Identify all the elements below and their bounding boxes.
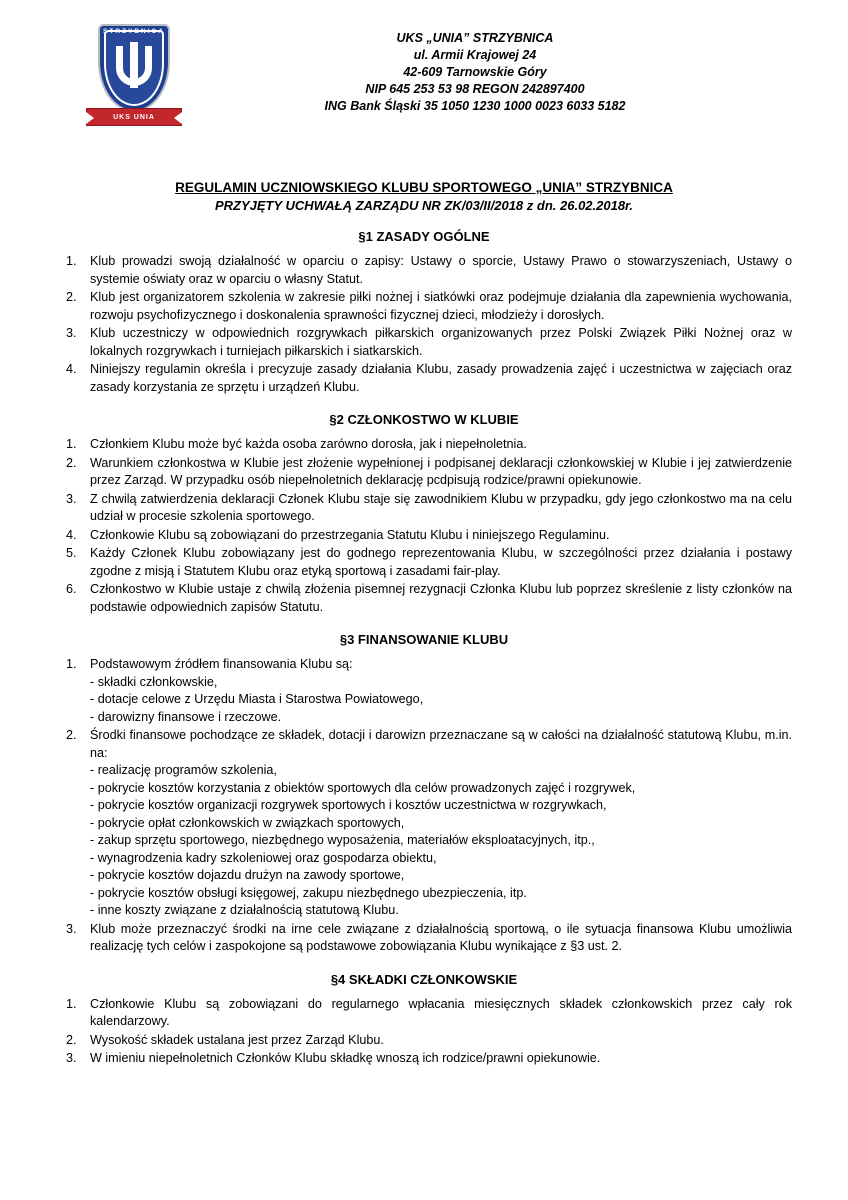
- sub-line-list: [90, 674, 792, 727]
- page-subtitle: PRZYJĘTY UCHWAŁĄ ZARZĄDU NR ZK/03/II/2018 z dn. 26.02.2018r.: [214, 198, 634, 213]
- club-crest-logo: [86, 22, 182, 134]
- list-item: [56, 581, 792, 616]
- item-number: 1.: [66, 657, 77, 671]
- item-number: 3.: [66, 1051, 77, 1065]
- item-text: Członkiem Klubu może być każda osoba zarówno dorosła, jak i niepełnoletnia.: [90, 437, 527, 451]
- document-header: [56, 18, 792, 134]
- item-text: Z chwilą zatwierdzenia deklaracji Członek Klubu staje się zawodnikiem Klubu w przypadku, gdy jego członkostwo ma na celu udział w procesie szkolenia sportowego.: [90, 491, 792, 523]
- item-text: Członkostwo w Klubie ustaje z chwilą złożenia pisemnej rezygnacji Członka Klubu lub poprzez skreślenie z listy członków na podstawie odpowiednich zapisów Statutu.: [90, 582, 792, 614]
- list-item: [56, 656, 792, 726]
- org-line-bank: ING Bank Śląski 35 1050 1230 1000 0023 6033 5182: [324, 99, 626, 113]
- item-text: Niniejszy regulamin określa i precyzuje zasady działania Klubu, zasady prowadzenia zajęć i uczestnictwa w zajęciach oraz zasady korzystania ze sprzętu i urządzeń Klubu.: [90, 362, 792, 394]
- list-item: [56, 253, 792, 288]
- sub-line: - pokrycie opłat członkowskich w związkach sportowych,: [90, 815, 405, 830]
- sub-line-list: [90, 762, 792, 920]
- item-number: 6.: [66, 582, 77, 596]
- item-text: Członkowie Klubu są zobowiązani do regularnego wpłacania miesięcznych składek członkowskich przez cały rok kalendarzowy.: [90, 996, 792, 1028]
- organization-details: [182, 18, 792, 115]
- sub-line: - zakup sprzętu sportowego, niezbędnego wyposażenia, materiałów eksploatacyjnych, itp.,: [90, 833, 595, 847]
- item-text: Środki finansowe pochodzące ze składek, dotacji i darowizn przeznaczane są w całości na działalność statutową Klubu, m.in. na:: [90, 728, 792, 760]
- item-text: Klub prowadzi swoją działalność w oparciu o zapisy: Ustawy o sporcie, Ustawy Prawo o stowarzyszeniach, Ustawy o systemie oświaty oraz w oparciu o własny Statut.: [90, 254, 792, 286]
- org-line-nip-regon: NIP 645 253 53 98 REGON 242897400: [365, 82, 585, 96]
- item-text: W imieniu niepełnoletnich Członków Klubu składkę wnoszą ich rodzice/prawni opiekunowie.: [90, 1051, 601, 1065]
- item-text: Klub uczestniczy w odpowiednich rozgrywkach piłkarskich organizowanych przez Polski Związek Piłki Nożnej oraz w lokalnych rozgrywkach i turniejach piłkarskich i siatkarskich.: [90, 326, 792, 358]
- item-number: 1.: [66, 996, 77, 1011]
- list-item: [56, 727, 792, 920]
- list-item: [56, 361, 792, 396]
- item-text: Wysokość składek ustalana jest przez Zarząd Klubu.: [90, 1032, 384, 1047]
- item-number: 1.: [66, 437, 77, 451]
- section-heading-1: §1 ZASADY OGÓLNE: [358, 229, 490, 244]
- sub-line: - inne koszty związane z działalnością statutową Klubu.: [90, 903, 399, 917]
- org-line-street: ul. Armii Krajowej 24: [413, 48, 537, 62]
- list-item: [56, 1050, 792, 1068]
- sub-line: - pokrycie kosztów dojazdu drużyn na zawody sportowe,: [90, 868, 405, 882]
- list-item: [56, 289, 792, 324]
- item-text: Klub jest organizatorem szkolenia w zakresie piłki nożnej i siatkówki oraz podejmuje działania dla zapewnienia wychowania, rozwoju psychofizycznego i doskonalenia sprawności fizycznej dzieci, młodzieży i dorosłych.: [90, 290, 792, 322]
- item-number: 4.: [66, 362, 77, 376]
- list-item: [56, 491, 792, 526]
- sub-line: - pokrycie kosztów obsługi księgowej, zakupu niezbędnego ubezpieczenia, itp.: [90, 885, 527, 900]
- section-2-list: [56, 436, 792, 616]
- item-text: Każdy Członek Klubu zobowiązany jest do godnego reprezentowania Klubu, w szczególności przez działania i postawy zgodne z misją i Statutem Klubu oraz etyką sportową i zasadami fair-play.: [90, 546, 792, 578]
- item-number: 2.: [66, 728, 77, 742]
- item-number: 3.: [66, 491, 77, 506]
- list-item: [56, 436, 792, 454]
- item-text: Podstawowym źródłem finansowania Klubu są:: [90, 657, 353, 671]
- list-item: [56, 996, 792, 1031]
- list-item: [56, 527, 792, 545]
- item-number: 2.: [66, 1032, 77, 1047]
- item-number: 3.: [66, 326, 77, 340]
- crest-letter-bar: [130, 42, 138, 88]
- list-item: [56, 455, 792, 490]
- sub-line: - składki członkowskie,: [90, 674, 218, 689]
- crest-top-text: STRZYBNICA: [103, 28, 165, 35]
- item-text: Członkowie Klubu są zobowiązani do przestrzegania Statutu Klubu i niniejszego Regulaminu.: [90, 527, 610, 542]
- sub-line: - wynagrodzenia kadry szkoleniowej oraz gospodarza obiektu,: [90, 850, 437, 865]
- list-item: [56, 1032, 792, 1050]
- crest-ribbon: UKS UNIA: [86, 108, 182, 126]
- item-number: 5.: [66, 546, 77, 560]
- item-text: Klub może przeznaczyć środki na irne cele związane z działalnością sportową, o ile sytuacja finansowa Klubu umożliwia realizację tych celów i zaspokojone są podstawowe zobowiązania Klubu wynikające z §3 ust. 2.: [90, 921, 792, 953]
- section-heading-4: §4 SKŁADKI CZŁONKOWSKIE: [330, 971, 518, 987]
- list-item: [56, 325, 792, 360]
- item-number: 4.: [66, 527, 77, 542]
- item-text: Warunkiem członkostwa w Klubie jest złożenie wypełnionej i podpisanej deklaracji członkowskiej w Klubie i jej zatwierdzenie przez Zarząd. W przypadku osób niepełnoletnich deklarację pcdpisują rodzice/prawni opiekunowie.: [90, 455, 792, 487]
- sub-line: - realizację programów szkolenia,: [90, 763, 277, 777]
- item-number: 2.: [66, 290, 77, 304]
- section-heading-3: §3 FINANSOWANIE KLUBU: [339, 632, 509, 647]
- list-item: [56, 921, 792, 956]
- list-item: [56, 545, 792, 580]
- section-4-list: [56, 996, 792, 1068]
- org-line-city: 42-609 Tarnowskie Góry: [403, 65, 547, 79]
- section-1-list: [56, 253, 792, 396]
- item-number: 3.: [66, 921, 77, 936]
- sub-line: - dotacje celowe z Urzędu Miasta i Starostwa Powiatowego,: [90, 692, 424, 706]
- sub-line: - darowizny finansowe i rzeczowe.: [90, 709, 282, 724]
- sub-line: - pokrycie kosztów korzystania z obiektów sportowych dla celów prowadzonych zajęć i rozgrywek,: [90, 780, 636, 795]
- section-heading-2: §2 CZŁONKOSTWO W KLUBIE: [329, 412, 519, 427]
- page-title: REGULAMIN UCZNIOWSKIEGO KLUBU SPORTOWEGO „UNIA” STRZYBNICA: [175, 180, 673, 195]
- section-3-list: [56, 656, 792, 956]
- item-number: 1.: [66, 254, 77, 268]
- org-line-name: UKS „UNIA” STRZYBNICA: [396, 31, 554, 45]
- item-number: 2.: [66, 455, 77, 470]
- sub-line: - pokrycie kosztów organizacji rozgrywek sportowych i kosztów uczestnictwa w rozgrywkach,: [90, 798, 607, 812]
